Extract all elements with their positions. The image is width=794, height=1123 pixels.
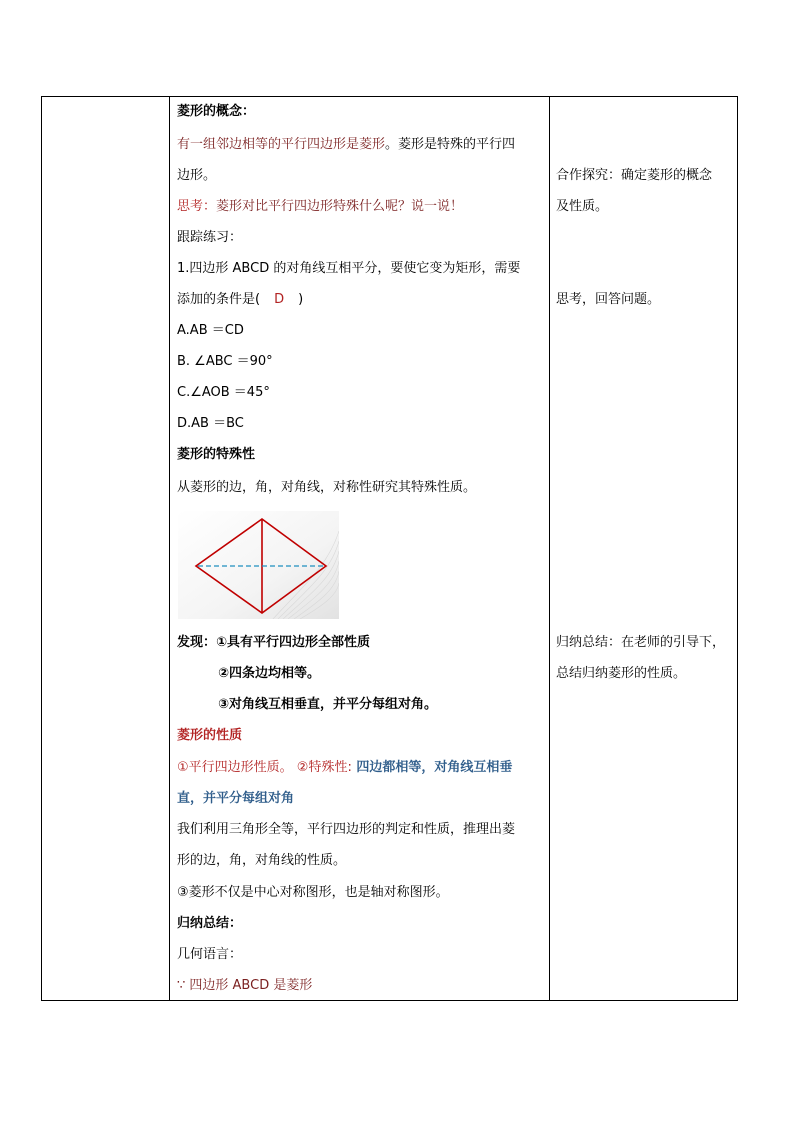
option-c: C.∠AOB ＝45° bbox=[177, 385, 270, 400]
think-text: 菱形对比平行四边形特殊什么呢？说一说！ bbox=[216, 199, 464, 214]
symmetry-line: ③菱形不仅是中心对称图形，也是轴对称图形。 bbox=[177, 885, 449, 900]
practice-title: 跟踪练习： bbox=[177, 230, 243, 245]
special-title: 菱形的特殊性 bbox=[177, 447, 256, 462]
property-red: ①平行四边形性质。 ②特殊性: bbox=[177, 760, 352, 775]
think-label: 思考： bbox=[177, 199, 217, 214]
table-left-border bbox=[41, 96, 42, 1001]
column-divider-1 bbox=[169, 96, 170, 1001]
found-label: 发现： bbox=[177, 635, 217, 650]
because-statement: ∵ 四边形 ABCD 是菱形 bbox=[177, 978, 313, 993]
found-2: ②四条边均相等。 bbox=[218, 666, 321, 681]
question-1-answer: D bbox=[274, 292, 285, 307]
figure-background bbox=[178, 511, 339, 619]
property-blue-1: 四边都相等，对角线互相垂 bbox=[351, 760, 513, 775]
property-line-1 bbox=[177, 760, 512, 776]
explore-line-1: 合作探究：确定菱形的概念 bbox=[556, 168, 713, 183]
table-bottom-border bbox=[41, 1000, 738, 1001]
question-1-line-1: 1.四边形 ABCD 的对角线互相平分，要使它变为矩形，需要 bbox=[177, 261, 521, 276]
proof-line-1: 我们利用三角形全等，平行四边形的判定和性质，推理出菱 bbox=[177, 822, 516, 837]
think-answer: 思考，回答问题。 bbox=[556, 292, 661, 307]
option-d: D.AB ＝BC bbox=[177, 416, 244, 431]
proof-line-2: 形的边，角，对角线的性质。 bbox=[177, 853, 347, 868]
column-divider-2 bbox=[549, 96, 550, 1001]
concept-title: 菱形的概念： bbox=[177, 104, 256, 119]
rhombus-figure bbox=[178, 511, 339, 619]
definition-line-2: 边形。 bbox=[177, 168, 217, 183]
explore-line-2: 及性质。 bbox=[556, 199, 609, 214]
property-blue-2: 直，并平分每组对角 bbox=[177, 791, 295, 806]
definition-black: 。菱形是特殊的平行四 bbox=[385, 137, 516, 152]
question-1-prefix: 添加的条件是( bbox=[177, 292, 261, 307]
special-text: 从菱形的边，角，对角线，对称性研究其特殊性质。 bbox=[177, 480, 477, 495]
found-1-line bbox=[177, 635, 370, 651]
property-title: 菱形的性质 bbox=[177, 728, 243, 743]
geometry-language: 几何语言： bbox=[177, 947, 243, 962]
question-1-line-2 bbox=[177, 292, 303, 308]
summary-line-1: 归纳总结：在老师的引导下， bbox=[556, 635, 726, 650]
summary-line-2: 总结归纳菱形的性质。 bbox=[556, 666, 687, 681]
table-top-border bbox=[41, 96, 738, 97]
found-3: ③对角线互相垂直，并平分每组对角。 bbox=[218, 697, 438, 712]
question-1-suffix: ) bbox=[298, 292, 304, 307]
think-prompt bbox=[177, 199, 463, 215]
table-right-border bbox=[737, 96, 738, 1001]
found-1: ①具有平行四边形全部性质 bbox=[216, 635, 371, 650]
summary-title: 归纳总结： bbox=[177, 916, 243, 931]
definition-line-1 bbox=[177, 137, 515, 153]
definition-red: 有一组邻边相等的平行四边形是菱形 bbox=[177, 137, 386, 152]
option-a: A.AB ＝CD bbox=[177, 323, 244, 338]
option-b: B. ∠ABC ＝90° bbox=[177, 354, 273, 369]
